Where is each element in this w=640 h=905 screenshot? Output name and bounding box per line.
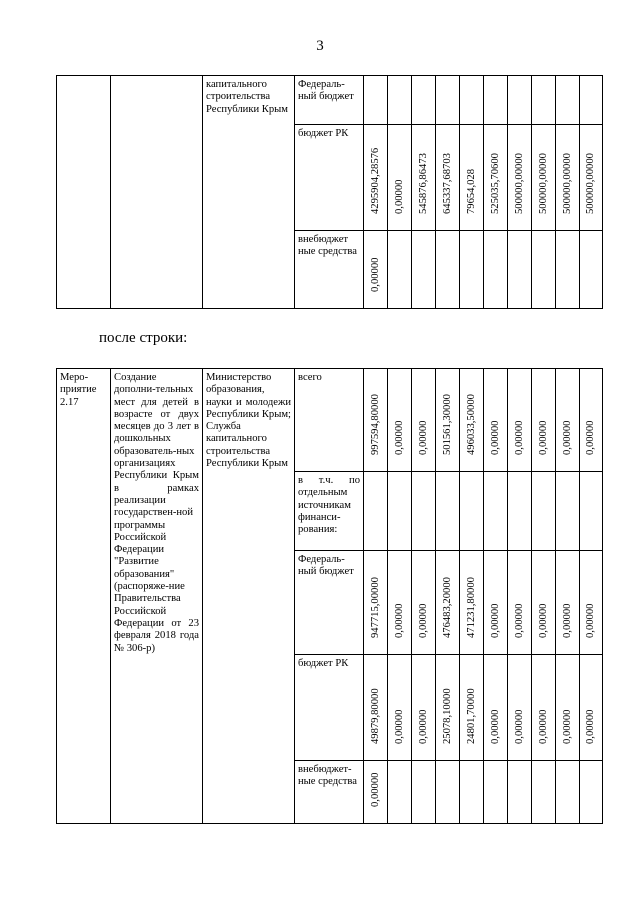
executor-cell: Министерство образования, науки и молодежи Республики Крым; Служба капитального строительства Республики Крым: [203, 369, 295, 824]
value-cell: [388, 761, 412, 824]
value-cell: 0,00000: [484, 551, 508, 655]
value-cell: 0,00000: [532, 551, 556, 655]
value-cell: [460, 472, 484, 551]
value-cell: [388, 231, 412, 309]
value-cell: [532, 761, 556, 824]
value-cell: 947715,00000: [364, 551, 388, 655]
value-cell: [556, 231, 580, 309]
value-cell: [484, 761, 508, 824]
value-cell: 0,00000: [508, 655, 532, 761]
value-cell: 500000,00000: [508, 125, 532, 231]
value-cell: [508, 76, 532, 125]
top-budget-table: [56, 75, 603, 309]
value-cell: 0,00000: [556, 551, 580, 655]
value-cell: 24801,70000: [460, 655, 484, 761]
source-total: всего: [295, 369, 364, 472]
value-cell: 496033,50000: [460, 369, 484, 472]
value-cell: [484, 472, 508, 551]
value-cell: [460, 761, 484, 824]
value-cell: [532, 231, 556, 309]
source-federal: Федераль-ный бюджет: [295, 76, 364, 125]
value-cell: [364, 76, 388, 125]
value-cell: 0,00000: [532, 655, 556, 761]
value-cell: 545876,86473: [412, 125, 436, 231]
value-cell: [508, 231, 532, 309]
value-cell: [556, 472, 580, 551]
value-cell: [580, 76, 603, 125]
value-cell: 79654,028: [460, 125, 484, 231]
value-cell: [388, 76, 412, 125]
value-cell: 0,00000: [580, 655, 603, 761]
value-cell: 0,00000: [388, 655, 412, 761]
value-cell: [460, 231, 484, 309]
value-cell: [436, 76, 460, 125]
source-federal: Федераль-ный бюджет: [295, 551, 364, 655]
value-cell: [364, 472, 388, 551]
executor-cell: капитального строительства Республики Крым: [203, 76, 295, 309]
value-cell: [532, 76, 556, 125]
value-cell: [460, 76, 484, 125]
source-extrabudget: внебюджет ные средства: [295, 231, 364, 309]
value-cell: 0,00000: [580, 551, 603, 655]
value-cell: 25078,10000: [436, 655, 460, 761]
value-cell: [556, 761, 580, 824]
source-rk: бюджет РК: [295, 655, 364, 761]
value-cell: 500000,00000: [556, 125, 580, 231]
value-cell: [580, 761, 603, 824]
value-cell: 0,00000: [556, 655, 580, 761]
value-cell: [580, 472, 603, 551]
value-cell: 476483,20000: [436, 551, 460, 655]
value-cell: 501561,30000: [436, 369, 460, 472]
source-extrabudget: внебюджет-ные средства: [295, 761, 364, 824]
value-cell: 0,00000: [580, 369, 603, 472]
description-cell: Создание дополни-тельных мест для детей в возрасте от двух месяцев до 3 лет в дошкольных образователь-ных организациях Республики Крым в рамках реализации государствен-ной программы Российской Федерации "Развитие образования" (распоряже-ние Правительства Российской Федерации от 23 февраля 2018 года № 306-р): [111, 369, 203, 824]
value-cell: [412, 761, 436, 824]
source-rk: бюджет РК: [295, 125, 364, 231]
value-cell: [532, 472, 556, 551]
value-cell: [388, 472, 412, 551]
value-cell: 0,00000: [388, 125, 412, 231]
value-cell: 0,00000: [556, 369, 580, 472]
value-cell: [436, 761, 460, 824]
caption-after-row: после строки:: [99, 330, 188, 346]
value-cell: [484, 231, 508, 309]
value-cell: 0,00000: [364, 761, 388, 824]
page-number: 3: [316, 38, 324, 54]
value-cell: [436, 472, 460, 551]
value-cell: [580, 231, 603, 309]
value-cell: 0,00000: [388, 551, 412, 655]
value-cell: [508, 472, 532, 551]
value-cell: [436, 231, 460, 309]
value-cell: 500000,00000: [580, 125, 603, 231]
value-cell: 0,00000: [484, 655, 508, 761]
measure-cell-empty: [57, 76, 111, 309]
value-cell: 0,00000: [388, 369, 412, 472]
value-cell: 0,00000: [508, 369, 532, 472]
value-cell: 0,00000: [412, 551, 436, 655]
value-cell: [484, 76, 508, 125]
value-cell: 0,00000: [532, 369, 556, 472]
value-cell: 0,00000: [508, 551, 532, 655]
value-cell: 0,00000: [484, 369, 508, 472]
value-cell: [412, 76, 436, 125]
value-cell: 0,00000: [412, 369, 436, 472]
value-cell: 525035,70600: [484, 125, 508, 231]
value-cell: 500000,00000: [532, 125, 556, 231]
value-cell: 4295904,28576: [364, 125, 388, 231]
source-by-sources: в т.ч. по отдельным источникам финанси-рования:: [295, 472, 364, 551]
value-cell: 0,00000: [412, 655, 436, 761]
value-cell: 645337,68703: [436, 125, 460, 231]
main-budget-table: [56, 368, 603, 824]
measure-cell: Меро-приятие 2.17: [57, 369, 111, 824]
value-cell: 0,00000: [364, 231, 388, 309]
value-cell: 997594,80000: [364, 369, 388, 472]
value-cell: 49879,80000: [364, 655, 388, 761]
value-cell: [508, 761, 532, 824]
value-cell: [412, 472, 436, 551]
value-cell: [556, 76, 580, 125]
value-cell: 471231,80000: [460, 551, 484, 655]
description-cell-empty: [111, 76, 203, 309]
value-cell: [412, 231, 436, 309]
